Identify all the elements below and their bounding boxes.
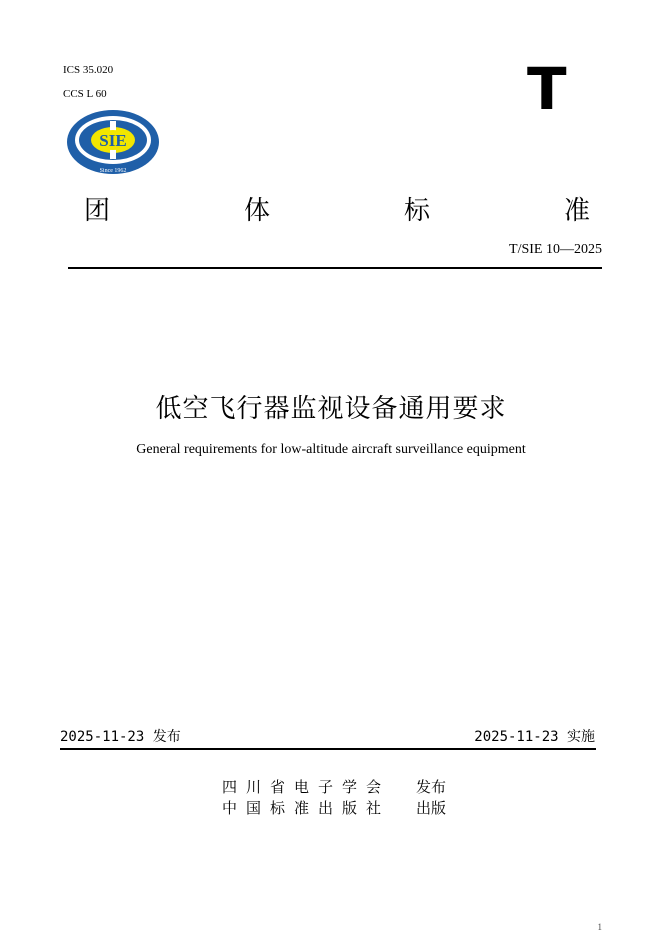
standard-number: T/SIE 10—2025 [509,242,602,257]
publisher-row [222,797,446,818]
publisher-action: 出版 [416,799,447,817]
logo-since: Since 1962 [99,168,127,174]
publisher-action: 发布 [416,778,447,796]
title-en: General requirements for low-altitude aircraft surveillance equipment [136,442,526,457]
publisher-org: 中国标准出版社 [222,799,391,817]
implement-date: 2025-11-23 实施 [474,729,595,745]
publisher-org: 四川省电子学会 [222,778,391,796]
title-zh: 低空飞行器监视设备通用要求 [155,394,507,424]
category-letter: T [527,55,567,123]
bottom-divider [60,748,596,750]
doc-type-char: 标 [403,196,430,226]
top-divider [68,267,602,269]
doc-type-char: 团 [84,196,111,226]
publish-date: 2025-11-23 发布 [60,729,181,745]
doc-type-char: 体 [243,196,270,226]
ccs-code: CCS L 60 [63,88,107,100]
ics-code: ICS 35.020 [63,64,114,76]
publisher-row [222,776,446,797]
page-number: 1 [597,922,602,932]
sie-logo [64,108,162,180]
doc-type-char: 准 [563,196,590,226]
doc-type-heading [84,190,590,227]
logo-text: SIE [99,131,127,150]
